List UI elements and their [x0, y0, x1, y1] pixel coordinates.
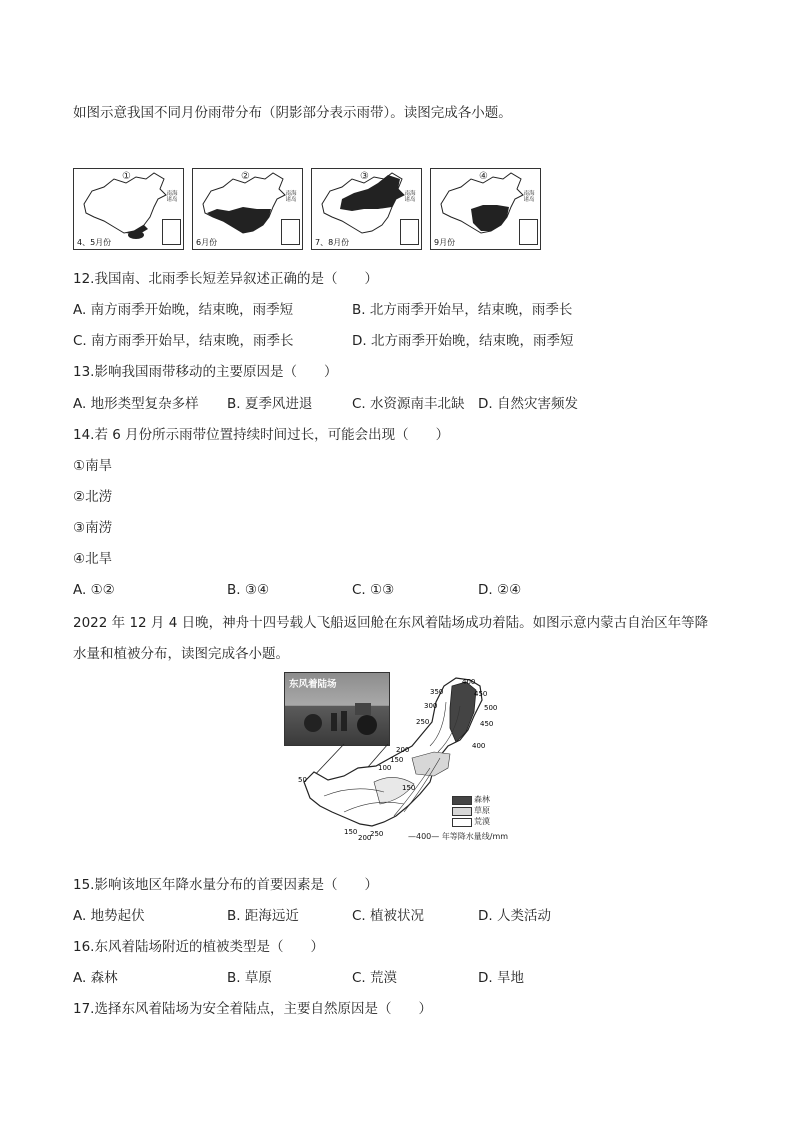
q16-option-b[interactable]: B. 草原: [227, 970, 272, 986]
q16-option-c[interactable]: C. 荒漠: [352, 970, 398, 986]
contour-label: 450: [480, 720, 494, 728]
intro-text-1: 如图示意我国不同月份雨带分布（阴影部分表示雨带）。读图完成各小题。: [73, 105, 512, 121]
legend-forest-swatch: [452, 796, 472, 805]
map-1: [73, 168, 184, 250]
contour-label: 250: [370, 830, 384, 838]
map-month: 7、8月份: [315, 238, 350, 247]
south-sea-inset: [281, 219, 300, 245]
inset-label: 南海诸岛: [285, 191, 297, 203]
q13-stem: 13.影响我国雨带移动的主要原因是（ ）: [73, 364, 338, 380]
contour-label: 150: [344, 828, 358, 836]
contour-label: 50: [298, 776, 307, 784]
contour-label: 250: [416, 718, 430, 726]
q13-option-c[interactable]: C. 水资源南丰北缺: [352, 396, 465, 412]
q14-item-4: ④北旱: [73, 551, 113, 567]
contour-label: 150: [390, 756, 404, 764]
q15-option-c[interactable]: C. 植被状况: [352, 908, 425, 924]
q12-stem: 12.我国南、北雨季长短差异叙述正确的是（ ）: [73, 271, 378, 287]
south-sea-inset: [400, 219, 419, 245]
q16-option-d[interactable]: D. 旱地: [478, 970, 524, 986]
map-number: ②: [241, 171, 250, 182]
q12-option-b[interactable]: B. 北方雨季开始早，结束晚，雨季长: [352, 302, 573, 318]
q14-stem: 14.若 6 月份所示雨带位置持续时间过长，可能会出现（ ）: [73, 427, 450, 443]
intro-text-2b: 水量和植被分布，读图完成各小题。: [73, 646, 289, 662]
contour-label: 500: [484, 704, 498, 712]
inset-label: 南海诸岛: [166, 191, 178, 203]
contour-label: 400: [472, 742, 486, 750]
south-sea-inset: [519, 219, 538, 245]
isoline-legend: —400— 年等降水量线/mm: [408, 832, 509, 841]
map-number: ④: [479, 171, 488, 182]
rain-belt-maps: [73, 168, 539, 250]
q15-option-d[interactable]: D. 人类活动: [478, 908, 551, 924]
map-month: 4、5月份: [77, 238, 112, 247]
inset-label: 南海诸岛: [404, 191, 416, 203]
q15-option-a[interactable]: A. 地势起伏: [73, 908, 145, 924]
inset-label: 南海诸岛: [523, 191, 535, 203]
q14-option-c[interactable]: C. ①③: [352, 582, 395, 598]
legend-grass-swatch: [452, 807, 472, 816]
map-number: ①: [122, 171, 131, 182]
contour-label: 300: [424, 702, 438, 710]
q16-option-a[interactable]: A. 森林: [73, 970, 118, 986]
q15-stem: 15.影响该地区年降水量分布的首要因素是（ ）: [73, 877, 378, 893]
q15-option-b[interactable]: B. 距海远近: [227, 908, 299, 924]
map-3: [311, 168, 422, 250]
q14-item-2: ②北涝: [73, 489, 113, 505]
map-number: ③: [360, 171, 369, 182]
q14-item-1: ①南旱: [73, 458, 113, 474]
map-month: 6月份: [196, 238, 218, 247]
contour-label: 400: [462, 678, 476, 686]
intro-text-2a: 2022 年 12 月 4 日晚，神舟十四号载人飞船返回舱在东风着陆场成功着陆。如图示意内蒙古自治区年等降: [73, 615, 709, 631]
q17-stem: 17.选择东风着陆场为安全着陆点，主要自然原因是（ ）: [73, 1001, 432, 1017]
contour-label: 200: [396, 746, 410, 754]
contour-label: 200: [358, 834, 372, 842]
q14-option-b[interactable]: B. ③④: [227, 582, 270, 598]
contour-label: 350: [430, 688, 444, 696]
photo-title: 东风着陆场: [289, 679, 337, 690]
q14-option-d[interactable]: D. ②④: [478, 582, 522, 598]
legend-forest: 森林: [474, 795, 490, 804]
contour-label: 450: [474, 690, 488, 698]
q13-option-a[interactable]: A. 地形类型复杂多样: [73, 396, 199, 412]
legend-desert: 荒漠: [474, 817, 490, 826]
legend-grass: 草原: [474, 806, 490, 815]
map-4: [430, 168, 541, 250]
q12-option-c[interactable]: C. 南方雨季开始早，结束晚，雨季长: [73, 333, 294, 349]
q16-stem: 16.东风着陆场附近的植被类型是（ ）: [73, 939, 324, 955]
q13-option-b[interactable]: B. 夏季风进退: [227, 396, 313, 412]
q14-option-a[interactable]: A. ①②: [73, 582, 115, 598]
inner-mongolia-map: [284, 672, 514, 850]
south-sea-inset: [162, 219, 181, 245]
map-2: [192, 168, 303, 250]
q13-option-d[interactable]: D. 自然灾害频发: [478, 396, 578, 412]
contour-label: 100: [378, 764, 392, 772]
legend-desert-swatch: [452, 818, 472, 827]
q14-item-3: ③南涝: [73, 520, 113, 536]
map-month: 9月份: [434, 238, 456, 247]
q12-option-d[interactable]: D. 北方雨季开始晚，结束晚，雨季短: [352, 333, 574, 349]
contour-label: 150: [402, 784, 416, 792]
q12-option-a[interactable]: A. 南方雨季开始晚，结束晚，雨季短: [73, 302, 294, 318]
